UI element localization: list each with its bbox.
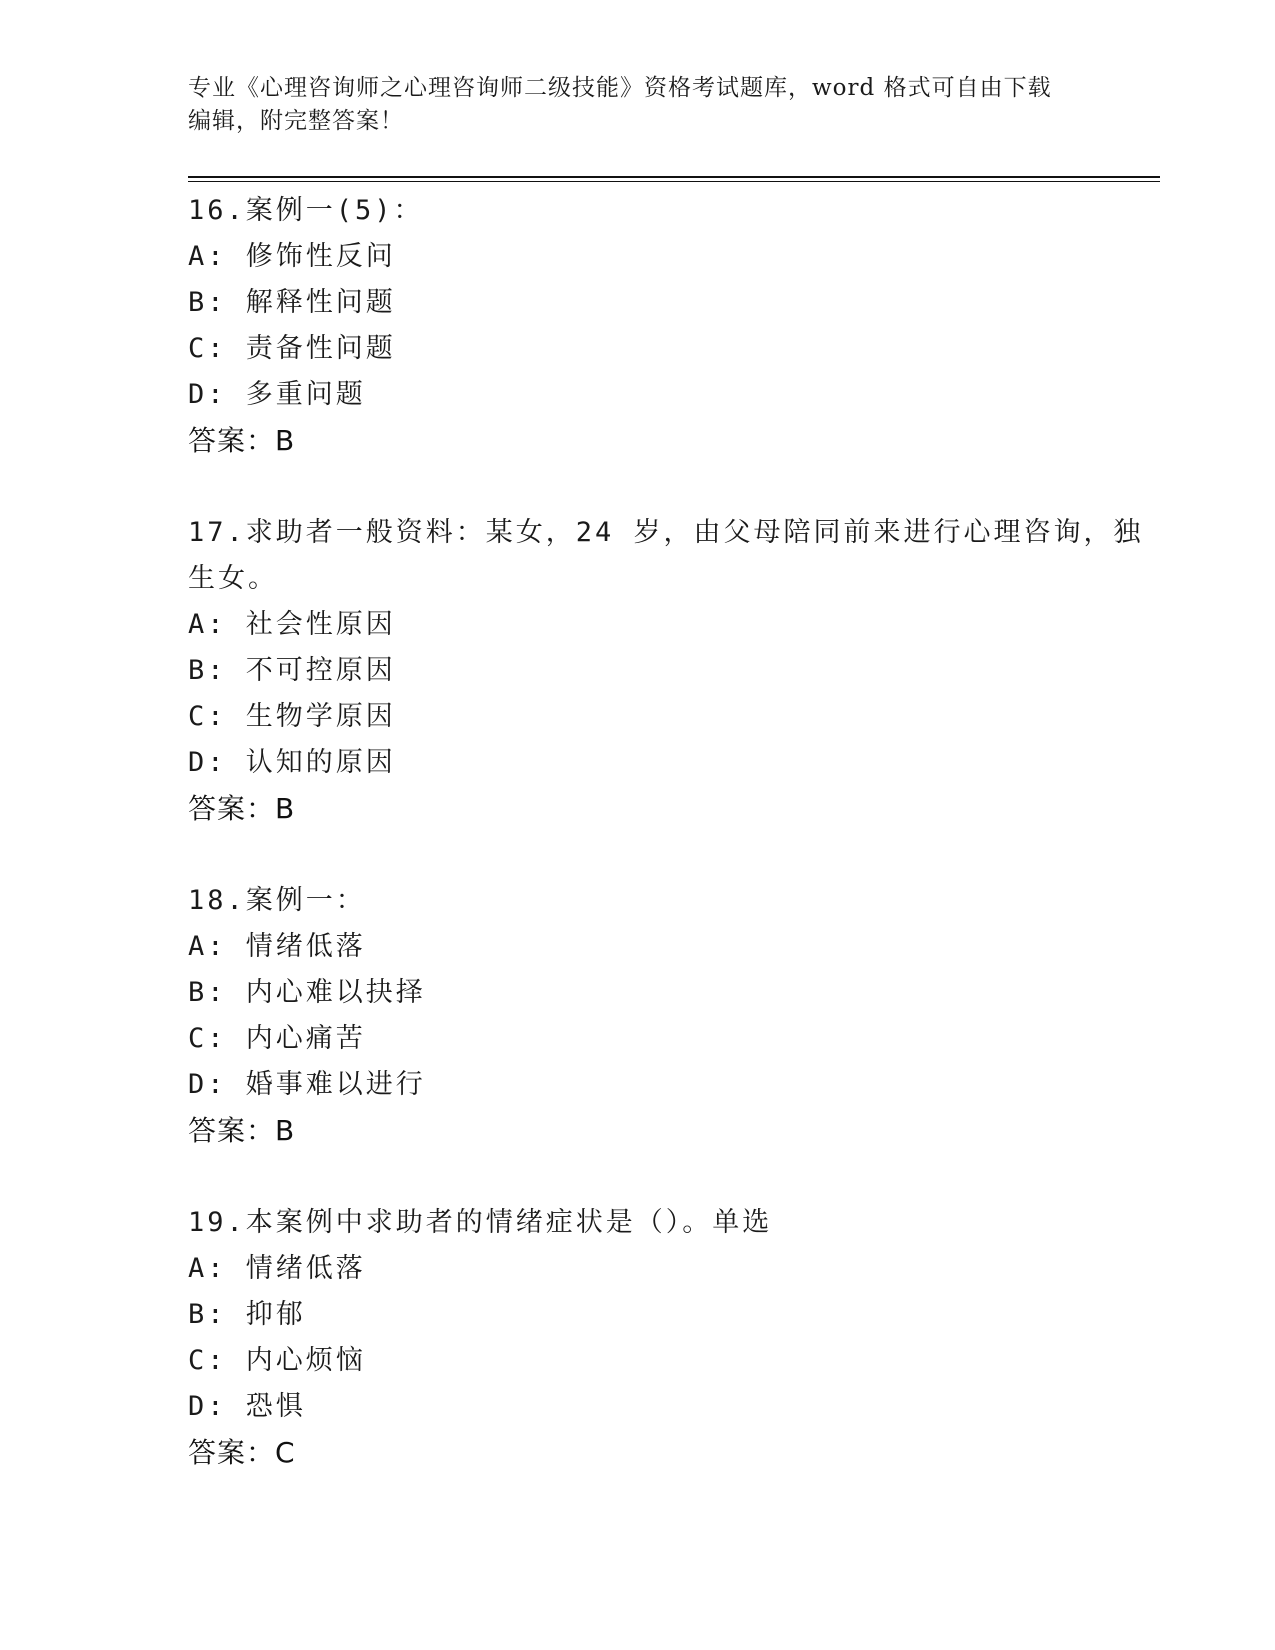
question-18 (188, 878, 1088, 1154)
option-b: B: 抑郁 (188, 1299, 306, 1330)
header-divider-thin (188, 181, 1160, 182)
option-a: A: 社会性原因 (188, 609, 396, 640)
option-a: A: 情绪低落 (188, 1253, 366, 1284)
question-stem: 16.案例一(5)： (188, 195, 424, 226)
question-stem-continued: 生女。 (188, 563, 278, 594)
option-a: A: 情绪低落 (188, 931, 366, 962)
option-c: C: 内心烦恼 (188, 1345, 366, 1376)
header-divider-thick (188, 176, 1160, 178)
header-line-1: 专业《心理咨询师之心理咨询师二级技能》资格考试题库，word 格式可自由下载 (188, 75, 1052, 101)
option-b: B: 不可控原因 (188, 655, 396, 686)
option-d: D: 婚事难以进行 (188, 1069, 426, 1100)
question-stem: 17.求助者一般资料：某女，24 岁，由父母陪同前来进行心理咨询，独 (188, 517, 1144, 548)
option-c: C: 内心痛苦 (188, 1023, 366, 1054)
option-b: B: 解释性问题 (188, 287, 396, 318)
option-a: A: 修饰性反问 (188, 241, 396, 272)
question-17 (188, 510, 1144, 832)
option-c: C: 责备性问题 (188, 333, 396, 364)
option-c: C: 生物学原因 (188, 701, 396, 732)
question-stem: 19.本案例中求助者的情绪症状是（）。单选 (188, 1207, 773, 1238)
question-stem: 18.案例一： (188, 885, 366, 916)
question-list (188, 188, 1144, 1522)
option-d: D: 多重问题 (188, 379, 366, 410)
header-line-2: 编辑，附完整答案！ (188, 108, 404, 134)
option-d: D: 认知的原因 (188, 747, 396, 778)
document-header (188, 72, 1068, 138)
question-16 (188, 188, 1088, 464)
answer-label: 答案：B (188, 424, 296, 457)
answer-label: 答案：C (188, 1436, 296, 1469)
option-b: B: 内心难以抉择 (188, 977, 426, 1008)
answer-label: 答案：B (188, 792, 296, 825)
answer-label: 答案：B (188, 1114, 296, 1147)
question-19 (188, 1200, 1088, 1476)
option-d: D: 恐惧 (188, 1391, 306, 1422)
